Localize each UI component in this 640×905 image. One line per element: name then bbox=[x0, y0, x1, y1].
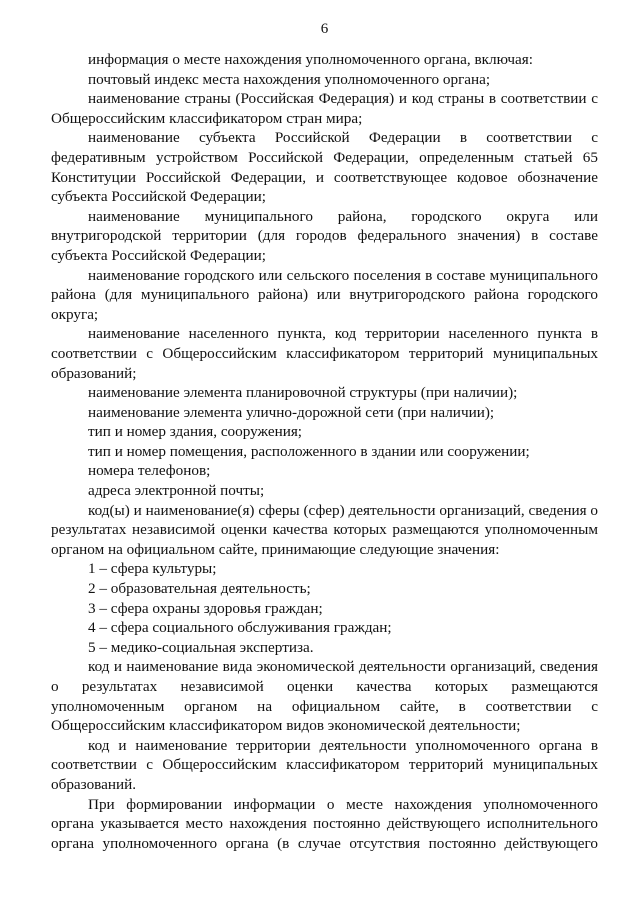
paragraph: наименование субъекта Российской Федерации в соответствии с федеративным устройством Российской Федерации, определенным статьей 65 Конституции Российской Федерации, и соответствующее кодовое обозначение субъекта Российской Федерации; bbox=[51, 129, 598, 206]
paragraph: адреса электронной почты; bbox=[88, 482, 265, 500]
list-item: 1 – сфера культуры; bbox=[88, 560, 217, 578]
paragraph: информация о месте нахождения уполномоченного органа, включая: bbox=[88, 51, 533, 68]
paragraph: тип и номер здания, сооружения; bbox=[88, 423, 303, 441]
list-item: 2 – образовательная деятельность; bbox=[88, 580, 311, 598]
paragraph: наименование населенного пункта, код территории населенного пункта в соответствии с Общероссийским классификатором территорий муниципальных образований; bbox=[51, 325, 598, 382]
list-item: 4 – сфера социального обслуживания граждан; bbox=[88, 619, 392, 637]
paragraph: наименование муниципального района, городского округа или внутригородской территории (для городов федерального значения) в составе субъекта Российской Федерации; bbox=[51, 207, 598, 264]
paragraph: наименование элемента планировочной структуры (при наличии); bbox=[88, 384, 518, 402]
paragraph: наименование элемента улично-дорожной сети (при наличии); bbox=[88, 403, 495, 421]
paragraph: наименование городского или сельского поселения в составе муниципального района (для муниципального района) или внутригородского района городского округа; bbox=[51, 266, 598, 323]
paragraph: код и наименование вида экономической деятельности организаций, сведения о результатах независимой оценки качества которых размещаются уполномоченным органом на официальном сайте, в соответствии с Общероссийским классификатором видов экономической деятельности; bbox=[51, 658, 598, 735]
paragraph: тип и номер помещения, расположенного в здании или сооружении; bbox=[88, 442, 530, 460]
document-body bbox=[51, 50, 598, 853]
paragraph: код и наименование территории деятельности уполномоченного органа в соответствии с Общероссийским классификатором территорий муниципальных образований. bbox=[51, 736, 598, 793]
paragraph: номера телефонов; bbox=[88, 462, 211, 480]
paragraph: почтовый индекс места нахождения уполномоченного органа; bbox=[88, 70, 491, 88]
paragraph: код(ы) и наименование(я) сферы (сфер) деятельности организаций, сведения о результатах независимой оценки качества которых размещаются уполномоченным органом на официальном сайте, принимающие следующие значения: bbox=[51, 501, 598, 558]
paragraph: наименование страны (Российская Федерация) и код страны в соответствии с Общероссийским классификатором стран мира; bbox=[51, 90, 598, 127]
list-item: 5 – медико-социальная экспертиза. bbox=[88, 638, 314, 656]
paragraph: При формировании информации о месте нахождения уполномоченного органа указывается место нахождения постоянно действующего исполнительного органа уполномоченного органа (в случае отсутствия постоянно действующего bbox=[51, 795, 598, 852]
page-number: 6 bbox=[320, 21, 329, 37]
list-item: 3 – сфера охраны здоровья граждан; bbox=[88, 599, 323, 617]
